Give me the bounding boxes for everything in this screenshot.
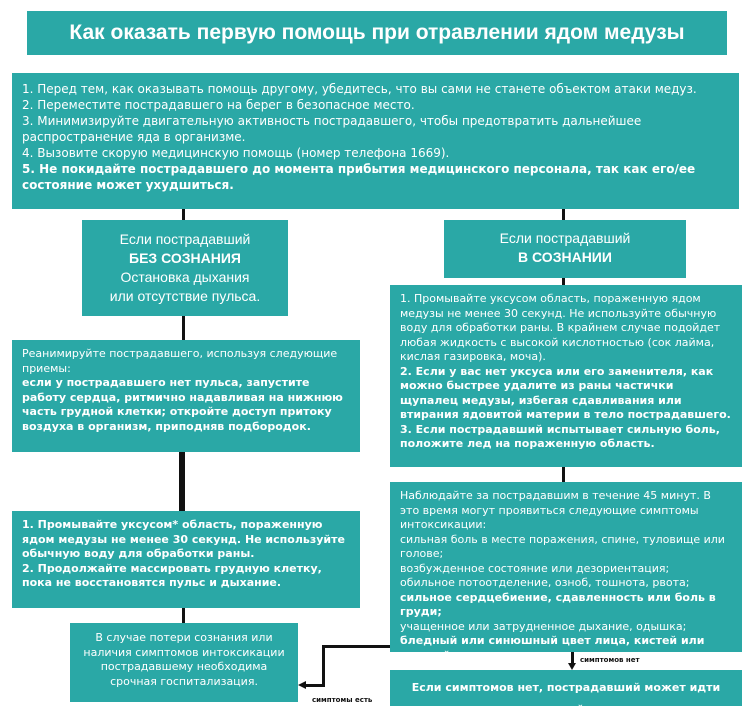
- connector-r1-r2: [562, 467, 565, 482]
- symptom-1: сильная боль в месте поражения, спине, туловище или голове;: [400, 532, 725, 560]
- label-no-symptoms: симптомов нет: [580, 656, 640, 664]
- unconscious-line1: Если пострадавший: [119, 231, 251, 247]
- hospital-block: [70, 623, 298, 702]
- page-title: Как оказать первую помощь при отравлении ядом медузы: [27, 11, 727, 55]
- general-steps: [12, 73, 739, 209]
- connector-symptoms-v: [322, 645, 325, 687]
- step-3: 3. Минимизируйте двигательную активность пострадавшего, чтобы предотвратить дальнейшее распространение яда в организме.: [22, 114, 642, 144]
- ok-block: [390, 670, 742, 716]
- conscious-line1: Если пострадавший: [499, 230, 631, 246]
- condition-conscious: [444, 220, 686, 278]
- step-1: 1. Перед тем, как оказывать помощь другому, убедитесь, что вы сами не станете объектом атаки медуз.: [22, 82, 697, 96]
- cpr-body: если у пострадавшего нет пульса, запустите работу сердца, ритмично надавливая на нижнюю часть грудной клетки; откройте доступ притоку воздуха в организм, приподняв подбородок.: [22, 376, 343, 433]
- conscious-highlight: В СОЗНАНИИ: [518, 249, 612, 265]
- symptom-3: обильное потоотделение, озноб, тошнота, рвота;: [400, 576, 690, 589]
- step-2: 2. Переместите пострадавшего на берег в безопасное место.: [22, 98, 415, 112]
- connector-steps-right: [562, 209, 565, 220]
- unconscious-line3: Остановка дыхания: [120, 269, 250, 285]
- unconscious-line4: или отсутствие пульса.: [109, 288, 261, 304]
- left-rinse-block: [12, 511, 360, 608]
- condition-unconscious: [82, 220, 288, 316]
- step-4: 4. Вызовите скорую медицинскую помощь (номер телефона 1669).: [22, 146, 450, 160]
- connector-c2-r1: [562, 278, 565, 285]
- right-rinse-3: 3. Если пострадавший испытывает сильную боль, положите лед на пораженную область.: [400, 422, 720, 450]
- left-rinse-2: 2. Продолжайте массировать грудную клетку, пока не восстановятся пульс и дыхание.: [22, 561, 322, 589]
- left-rinse-1: 1. Промывайте уксусом* область, пораженную ядом медузы не менее 30 секунд. Не используйте обычную воду для обработки раны.: [22, 518, 345, 560]
- right-rinse-2: 2. Если у вас нет уксуса или его заменителя, как можно быстрее удалите из раны частички щупалец медузы, избегая сдавливания или втирания ядовитой материи в тело пострадавшего.: [400, 364, 731, 421]
- connector-symptoms-h2: [306, 684, 325, 687]
- connector-symptoms-h1: [322, 645, 390, 648]
- connector-c1-l1: [182, 316, 185, 340]
- symptom-6: бледный или синюшный цвет лица, кистей или ступней.: [400, 634, 705, 662]
- hospital-text: В случае потери сознания или наличия симптомов интоксикации пострадавшему необходима срочная госпитализация.: [83, 631, 285, 688]
- symptom-4: сильное сердцебиение, сдавленность или боль в груди;: [400, 590, 716, 618]
- arrow-down-no-symptoms: [568, 663, 576, 670]
- symptom-2: возбужденное состояние или дезориентация;: [400, 561, 670, 575]
- right-rinse-1: 1. Промывайте уксусом область, пораженную ядом медузы не менее 30 секунд. Не используйте обычную воду для обработки раны. В крайнем случае подойдет любая жидкость с высокой кислотностью (сок лайма, кислая газировка, моча).: [400, 292, 721, 363]
- cpr-intro: Реанимируйте пострадавшего, используя следующие приемы:: [22, 347, 338, 375]
- label-symptoms-present: симптомы есть: [312, 696, 373, 704]
- connector-l1-l2: [179, 452, 185, 511]
- observe-intro: Наблюдайте за пострадавшим в течение 45 минут. В это время могут проявиться следующие симптомы интоксикации:: [400, 489, 711, 531]
- unconscious-highlight: БЕЗ СОЗНАНИЯ: [129, 250, 241, 266]
- symptom-5: учащенное или затрудненное дыхание, одышка;: [400, 619, 687, 633]
- arrow-left-symptoms: [298, 681, 306, 689]
- cpr-block: [12, 340, 360, 452]
- ok-text: Если симптомов нет, пострадавший может идти домой.: [411, 681, 721, 716]
- connector-l2-l3: [182, 608, 185, 623]
- right-rinse-block: [390, 285, 742, 467]
- connector-steps-left: [182, 209, 185, 220]
- step-5: 5. Не покидайте пострадавшего до момента прибытия медицинского персонала, так как его/ее состояние может ухудшиться.: [22, 162, 696, 192]
